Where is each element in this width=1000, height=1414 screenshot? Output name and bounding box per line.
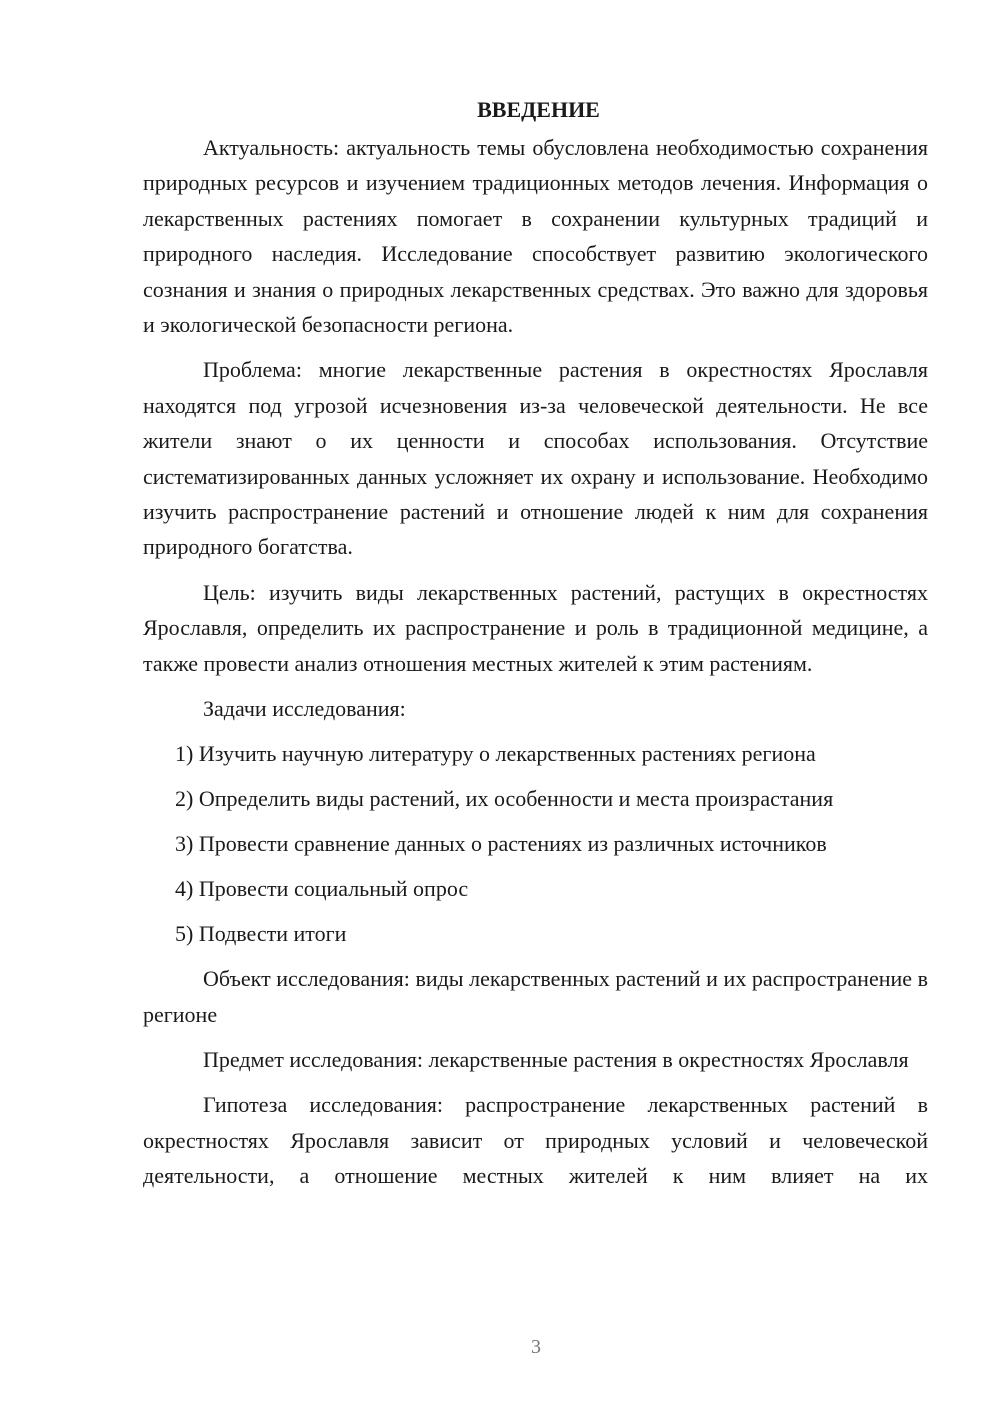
- page-content: [143, 92, 928, 1194]
- task-item-2: 2) Определить виды растений, их особенности и места произрастания: [175, 786, 834, 812]
- page-number: 3: [531, 1336, 541, 1358]
- tasks-list: [143, 736, 928, 951]
- task-item-5: 5) Подвести итоги: [175, 921, 347, 947]
- paragraph-subject: Предмет исследования: лекарственные растения в окрестностях Ярославля: [203, 1046, 909, 1072]
- paragraph-problem: Проблема: многие лекарственные растения в окрестностях Ярославля находятся под угрозой исчезновения из-за человеческой деятельности. Не все жители знают о их ценности и способах использования. Отсутствие систематизированных данных усложняет их охрану и использование. Необходимо изучить распространение растений и отношение людей к ним для сохранения природного богатства.: [143, 357, 928, 560]
- tasks-heading: Задачи исследования:: [203, 696, 406, 722]
- paragraph-goal: Цель: изучить виды лекарственных растений, растущих в окрестностях Ярославля, определить их распространение и роль в традиционной медицине, а также провести анализ отношения местных жителей к этим растениям.: [143, 579, 928, 676]
- task-item-1: 1) Изучить научную литературу о лекарственных растениях региона: [175, 741, 816, 767]
- paragraph-hypothesis: Гипотеза исследования: распространение лекарственных растений в окрестностях Ярославля зависит от природных условий и человеческой деятельности, а отношение местных жителей к ним влияет на их: [143, 1092, 928, 1189]
- task-item-3: 3) Провести сравнение данных о растениях из различных источников: [175, 831, 827, 857]
- paragraph-relevance: Актуальность: актуальность темы обусловлена необходимостью сохранения природных ресурсов и изучением традиционных методов лечения. Информация о лекарственных растениях помогает в сохранении культурных традиций и природного наследия. Исследование способствует развитию экологического сознания и знания о природных лекарственных средствах. Это важно для здоровья и экологической безопасности региона.: [143, 135, 928, 338]
- task-item-4: 4) Провести социальный опрос: [175, 876, 469, 902]
- section-title: ВВЕДЕНИЕ: [477, 97, 600, 122]
- paragraph-object: Объект исследования: виды лекарственных растений и их распространение в регионе: [143, 966, 928, 1027]
